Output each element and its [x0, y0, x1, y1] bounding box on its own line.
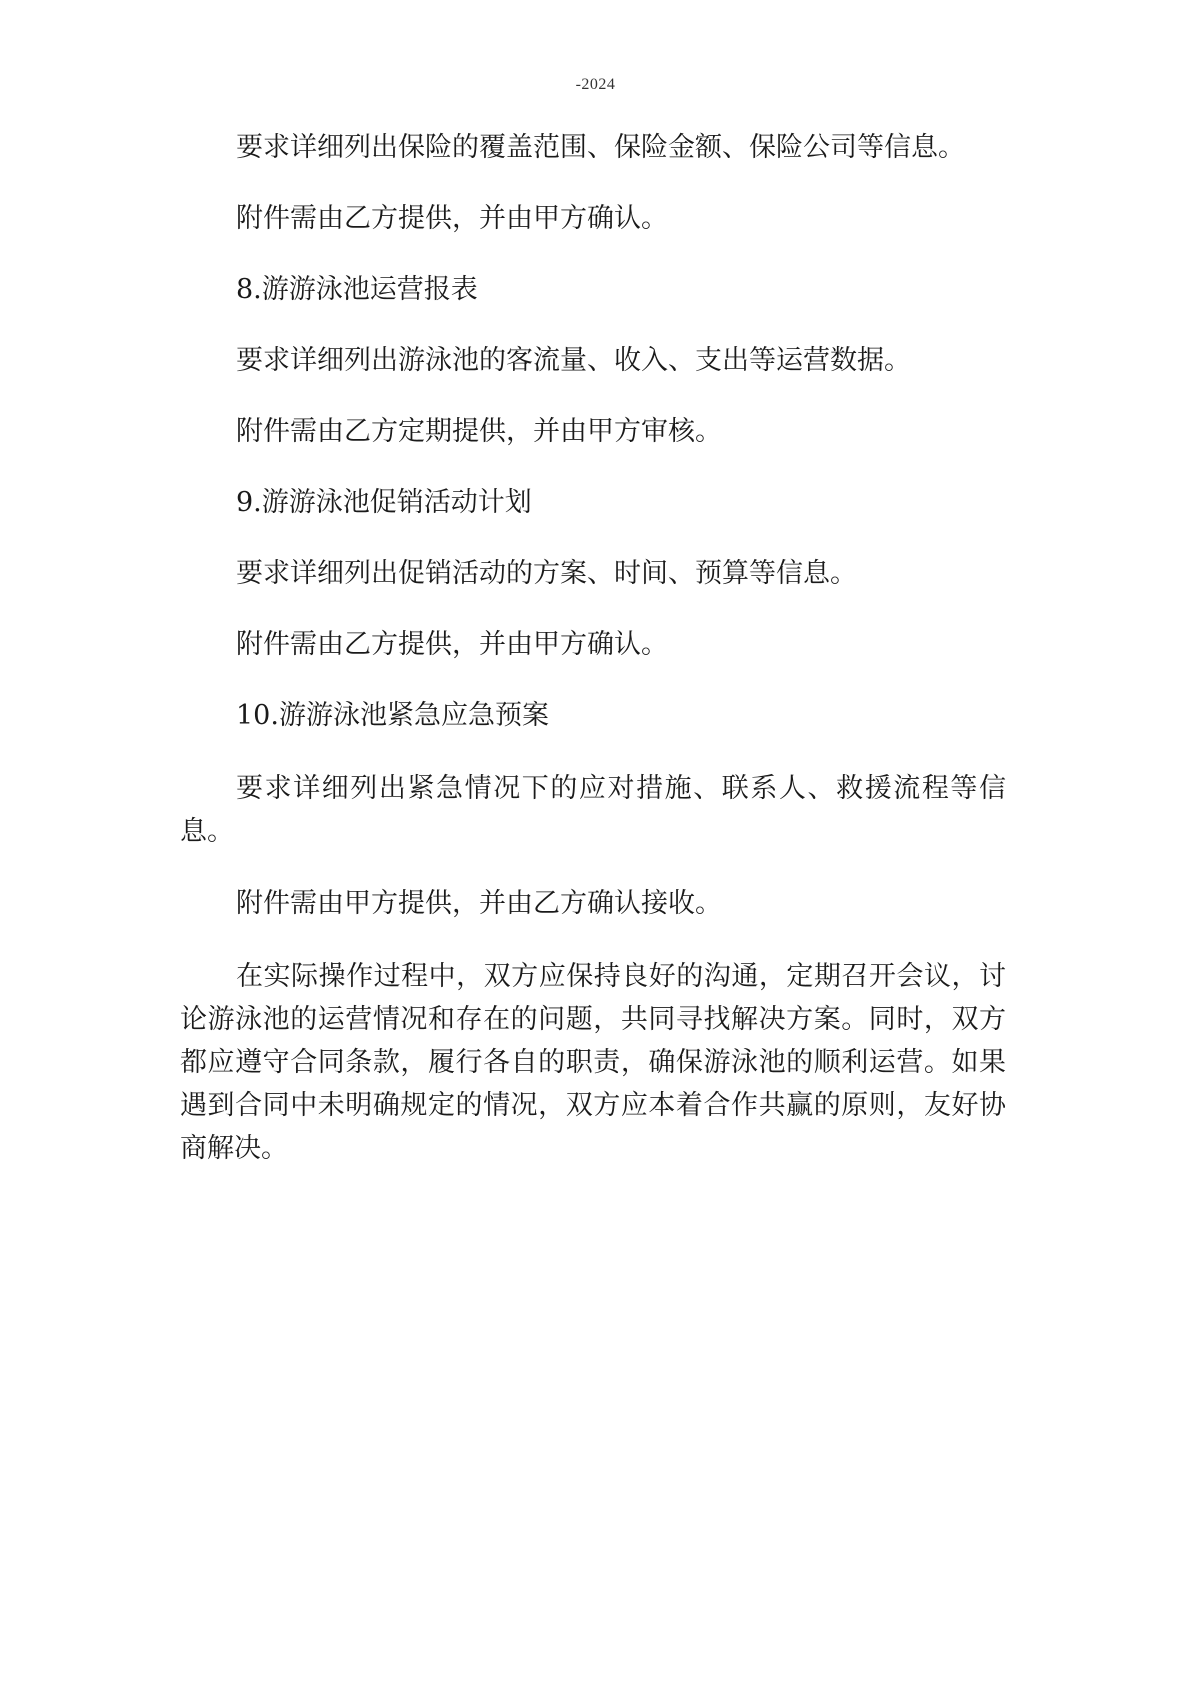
closing-paragraph: 在实际操作过程中，双方应保持良好的沟通，定期召开会议，讨论游泳池的运营情况和存在的问题，共同寻找解决方案。同时，双方都应遵守合同条款，履行各自的职责，确保游泳池的顺利运营。如果遇到合同中未明确规定的情况，双方应本着合作共赢的原则，友好协商解决。	[180, 961, 1006, 1164]
emergency-requirement-paragraph: 要求详细列出紧急情况下的应对措施、联系人、救援流程等信息。	[180, 773, 1006, 847]
promotion-attachment-paragraph: 附件需由乙方提供，并由甲方确认。	[236, 629, 668, 660]
page-header-year: -2024	[575, 76, 616, 93]
section-heading-emergency-plan: 10.游游泳池紧急应急预案	[236, 700, 549, 731]
insurance-requirement-paragraph: 要求详细列出保险的覆盖范围、保险金额、保险公司等信息。	[236, 132, 965, 163]
promotion-requirement-paragraph: 要求详细列出促销活动的方案、时间、预算等信息。	[236, 558, 857, 589]
operations-attachment-paragraph: 附件需由乙方定期提供，并由甲方审核。	[236, 416, 722, 447]
insurance-attachment-paragraph: 附件需由乙方提供，并由甲方确认。	[236, 203, 668, 234]
section-heading-operations-report: 8.游游泳池运营报表	[236, 274, 478, 305]
operations-requirement-paragraph: 要求详细列出游泳池的客流量、收入、支出等运营数据。	[236, 345, 911, 376]
document-body	[180, 128, 1006, 1201]
emergency-attachment-paragraph: 附件需由甲方提供，并由乙方确认接收。	[236, 888, 722, 919]
section-heading-promotion-plan: 9.游游泳池促销活动计划	[236, 487, 532, 518]
